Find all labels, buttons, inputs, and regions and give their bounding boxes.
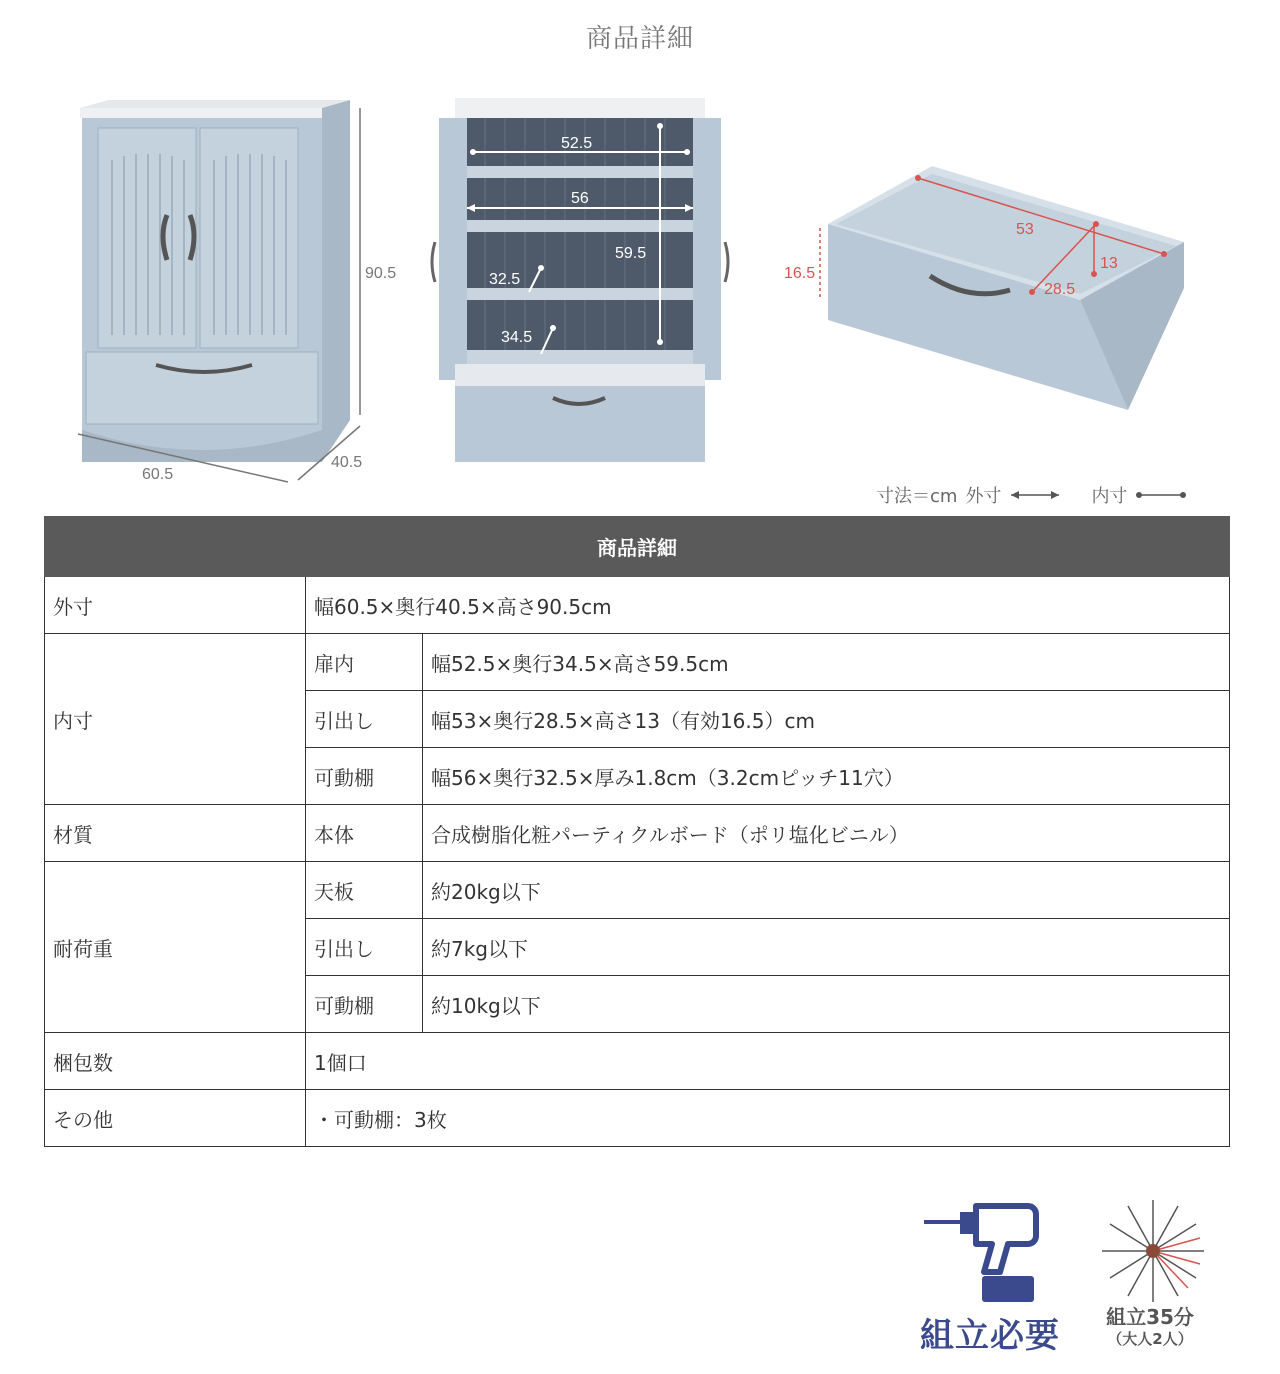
dim-drawer-height: 13 xyxy=(1100,255,1118,272)
dim-height: 90.5 xyxy=(365,265,397,282)
table-row xyxy=(45,577,1230,634)
inner-label: 内寸 xyxy=(45,634,306,805)
inner-value: 幅53×奥行28.5×高さ13（有効16.5）cm xyxy=(423,691,1230,748)
spec-table xyxy=(44,516,1230,1147)
table-row xyxy=(45,862,1230,919)
inner-dot-line-icon xyxy=(1135,490,1187,500)
table-row xyxy=(45,1090,1230,1147)
dimension-legend xyxy=(876,482,1187,508)
load-sub: 可動棚 xyxy=(306,976,423,1033)
inner-sub: 引出し xyxy=(306,691,423,748)
dim-drawer-depth: 28.5 xyxy=(1044,281,1076,298)
inner-value: 幅52.5×奥行34.5×高さ59.5cm xyxy=(423,634,1230,691)
outer-arrow-icon xyxy=(1009,490,1061,500)
dim-inner-depth: 34.5 xyxy=(501,329,533,346)
material-sub: 本体 xyxy=(306,805,423,862)
dim-drawer-effective: 16.5 xyxy=(784,265,816,282)
cabinet-open-figure xyxy=(425,92,735,472)
assembly-required-label: 組立必要 xyxy=(920,1316,1060,1356)
dim-shelf-width: 56 xyxy=(571,190,589,207)
outer-value: 幅60.5×奥行40.5×高さ90.5cm xyxy=(306,577,1230,634)
drill-icon xyxy=(922,1200,1042,1306)
assembly-time: 組立35分 xyxy=(1106,1305,1194,1329)
legend-unit: 寸法＝cm xyxy=(876,486,958,507)
dim-width: 60.5 xyxy=(142,466,174,483)
load-sub: 引出し xyxy=(306,919,423,976)
package-label: 梱包数 xyxy=(45,1033,306,1090)
table-row xyxy=(45,1033,1230,1090)
inner-value: 幅56×奥行32.5×厚み1.8cm（3.2cmピッチ11穴） xyxy=(423,748,1230,805)
package-value: 1個口 xyxy=(306,1033,1230,1090)
material-label: 材質 xyxy=(45,805,306,862)
dim-inner-height: 59.5 xyxy=(615,245,647,262)
table-row xyxy=(45,805,1230,862)
load-value: 約10kg以下 xyxy=(423,976,1230,1033)
dim-shelf-inner-width: 52.5 xyxy=(561,135,593,152)
dim-depth: 40.5 xyxy=(331,454,363,471)
other-value: ・可動棚：3枚 xyxy=(306,1090,1230,1147)
load-value: 約7kg以下 xyxy=(423,919,1230,976)
load-sub: 天板 xyxy=(306,862,423,919)
load-value: 約20kg以下 xyxy=(423,862,1230,919)
page-title: 商品詳細 xyxy=(585,24,694,54)
assembly-people: （大人2人） xyxy=(1107,1330,1193,1348)
inner-sub: 可動棚 xyxy=(306,748,423,805)
material-value: 合成樹脂化粧パーティクルボード（ポリ塩化ビニル） xyxy=(423,805,1230,862)
other-label: その他 xyxy=(45,1090,306,1147)
dim-shelf-depth: 32.5 xyxy=(489,271,521,288)
dim-drawer-width: 53 xyxy=(1016,221,1034,238)
inner-sub: 扉内 xyxy=(306,634,423,691)
drawer-figure xyxy=(780,160,1200,420)
legend-outer: 外寸 xyxy=(965,486,1002,507)
load-label: 耐荷重 xyxy=(45,862,306,1033)
clock-icon xyxy=(1098,1196,1208,1306)
outer-label: 外寸 xyxy=(45,577,306,634)
cabinet-closed-figure xyxy=(60,90,420,490)
assembly-time-label xyxy=(1100,1306,1200,1350)
table-row xyxy=(45,634,1230,691)
legend-inner: 内寸 xyxy=(1091,486,1128,507)
spec-table-header: 商品詳細 xyxy=(45,517,1230,577)
